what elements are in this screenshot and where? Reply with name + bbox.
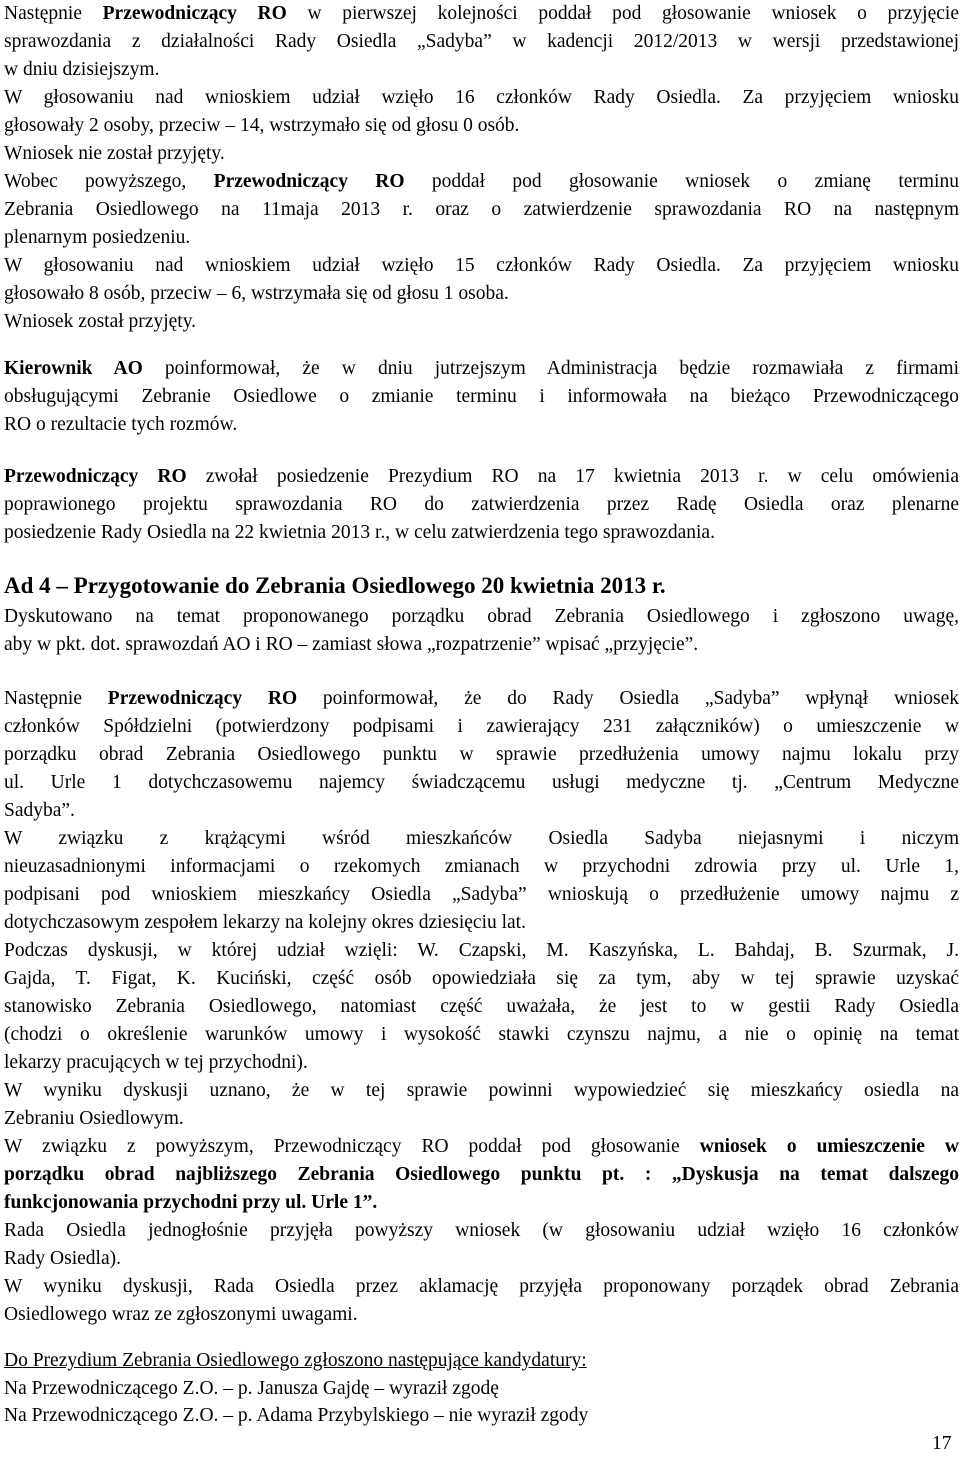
text-line: Wobec powyższego, Przewodniczący RO poddał pod głosowanie wniosek o zmianę terminu [4, 171, 959, 192]
text-line: Sadyba”. [4, 800, 75, 821]
text-line: dotychczasowym zespołem lekarzy na kolejny okres dziesięciu lat. [4, 912, 526, 933]
text-line: Na Przewodniczącego Z.O. – p. Janusza Gajdę – wyraził zgodę [4, 1378, 499, 1399]
text-line: W wyniku dyskusji, Rada Osiedla przez aklamację przyjęła proponowany porządek obrad Zebrania [4, 1276, 959, 1297]
text-line: aby w pkt. dot. sprawozdań AO i RO – zamiast słowa „rozpatrzenie” wpisać „przyjęcie”. [4, 634, 699, 655]
text-line: funkcjonowania przychodni przy ul. Urle 1”. [4, 1192, 378, 1213]
text-line: W głosowaniu nad wnioskiem udział wzięło 15 członków Rady Osiedla. Za przyjęciem wniosku [4, 255, 959, 276]
text-line: (chodzi o określenie warunków umowy i wysokość stawki czynszu najmu, a nie o opinię na temat [4, 1024, 959, 1045]
text-line: Rada Osiedla jednogłośnie przyjęła powyższy wniosek (w głosowaniu udział wzięło 16 członków [4, 1220, 959, 1241]
text-line: Kierownik AO poinformował, że w dniu jutrzejszym Administracja będzie rozmawiała z firmami [4, 358, 959, 379]
text-line: Osiedlowego wraz ze zgłoszonymi uwagami. [4, 1304, 358, 1325]
text-line: W związku z powyższym, Przewodniczący RO poddał pod głosowanie wniosek o umieszczenie w [4, 1136, 959, 1157]
text-line: głosowało 8 osób, przeciw – 6, wstrzymała się od głosu 1 osoba. [4, 283, 509, 304]
text-line: Wniosek został przyjęty. [4, 311, 197, 332]
text-line: RO o rezultacie tych rozmów. [4, 414, 238, 435]
text-line: porządku obrad Zebrania Osiedlowego punktu w sprawie przedłużenia umowy najmu lokalu przy [4, 744, 959, 765]
text-line: w dniu dzisiejszym. [4, 59, 160, 80]
text-line: Przewodniczący RO zwołał posiedzenie Prezydium RO na 17 kwietnia 2013 r. w celu omówienia [4, 466, 959, 487]
text-line: Na Przewodniczącego Z.O. – p. Adama Przybylskiego – nie wyraził zgody [4, 1405, 589, 1426]
text-line: Zebrania Osiedlowego na 11maja 2013 r. oraz o zatwierdzenie sprawozdania RO na następnym [4, 199, 959, 220]
text-line: Wniosek nie został przyjęty. [4, 143, 225, 164]
text-line: sprawozdania z działalności Rady Osiedla „Sadyba” w kadencji 2012/2013 w wersji przedstawionej [4, 31, 959, 52]
text-line: członków Spółdzielni (potwierdzony podpisami i zawierający 231 załączników) o umieszczenie w [4, 716, 959, 737]
text-line: Dyskutowano na temat proponowanego porządku obrad Zebrania Osiedlowego i zgłoszono uwagę, [4, 606, 959, 627]
text-line: podpisani pod wnioskiem mieszkańcy Osiedla „Sadyba” wnioskują o przedłużenie umowy najmu z [4, 884, 959, 905]
text-line: plenarnym posiedzeniu. [4, 227, 191, 248]
text-line: Rady Osiedla). [4, 1248, 121, 1269]
text-line: Następnie Przewodniczący RO poinformował, że do Rady Osiedla „Sadyba” wpłynął wniosek [4, 688, 959, 709]
candidates-heading: Do Prezydium Zebrania Osiedlowego zgłoszono następujące kandydatury: [4, 1350, 587, 1371]
text-line: stanowisko Zebrania Osiedlowego, natomiast część uważała, że jest to w gestii Rady Osiedla [4, 996, 959, 1017]
text-line: posiedzenie Rady Osiedla na 22 kwietnia 2013 r., w celu zatwierdzenia tego sprawozdania. [4, 522, 715, 543]
text-line: Podczas dyskusji, w której udział wzięli: W. Czapski, M. Kaszyńska, L. Bahdaj, B. Szurmak, J. [4, 940, 959, 961]
text-line: obsługującymi Zebranie Osiedlowe o zmianie terminu i informowała na bieżąco Przewodniczącego [4, 386, 959, 407]
text-line: nieuzasadnionymi informacjami o rzekomych zmianach w przychodni zdrowia przy ul. Urle 1, [4, 856, 959, 877]
section-heading: Ad 4 – Przygotowanie do Zebrania Osiedlowego 20 kwietnia 2013 r. [4, 573, 666, 598]
page-number: 17 [932, 1433, 952, 1454]
text-line: Gajda, T. Figat, K. Kuciński, część osób opowiedziała się za tym, aby w tej sprawie uzyskać [4, 968, 959, 989]
text-line: W głosowaniu nad wnioskiem udział wzięło 16 członków Rady Osiedla. Za przyjęciem wniosku [4, 87, 959, 108]
text-line: W wyniku dyskusji uznano, że w tej sprawie powinni wypowiedzieć się mieszkańcy osiedla na [4, 1080, 959, 1101]
text-line: ul. Urle 1 dotychczasowemu najemcy świadczącemu usługi medyczne tj. „Centrum Medyczne [4, 772, 959, 793]
text-line: porządku obrad najbliższego Zebrania Osiedlowego punktu pt. : „Dyskusja na temat dalszego [4, 1164, 959, 1185]
text-line: W związku z krążącymi wśród mieszkańców Osiedla Sadyba niejasnymi i niczym [4, 828, 959, 849]
text-line: Następnie Przewodniczący RO w pierwszej kolejności poddał pod głosowanie wniosek o przyjęcie [4, 3, 959, 24]
text-line: poprawionego projektu sprawozdania RO do zatwierdzenia przez Radę Osiedla oraz plenarne [4, 494, 959, 515]
text-line: lekarzy pracujących w tej przychodni). [4, 1052, 308, 1073]
text-line: Zebraniu Osiedlowym. [4, 1108, 184, 1129]
text-line: głosowały 2 osoby, przeciw – 14, wstrzymało się od głosu 0 osób. [4, 115, 520, 136]
